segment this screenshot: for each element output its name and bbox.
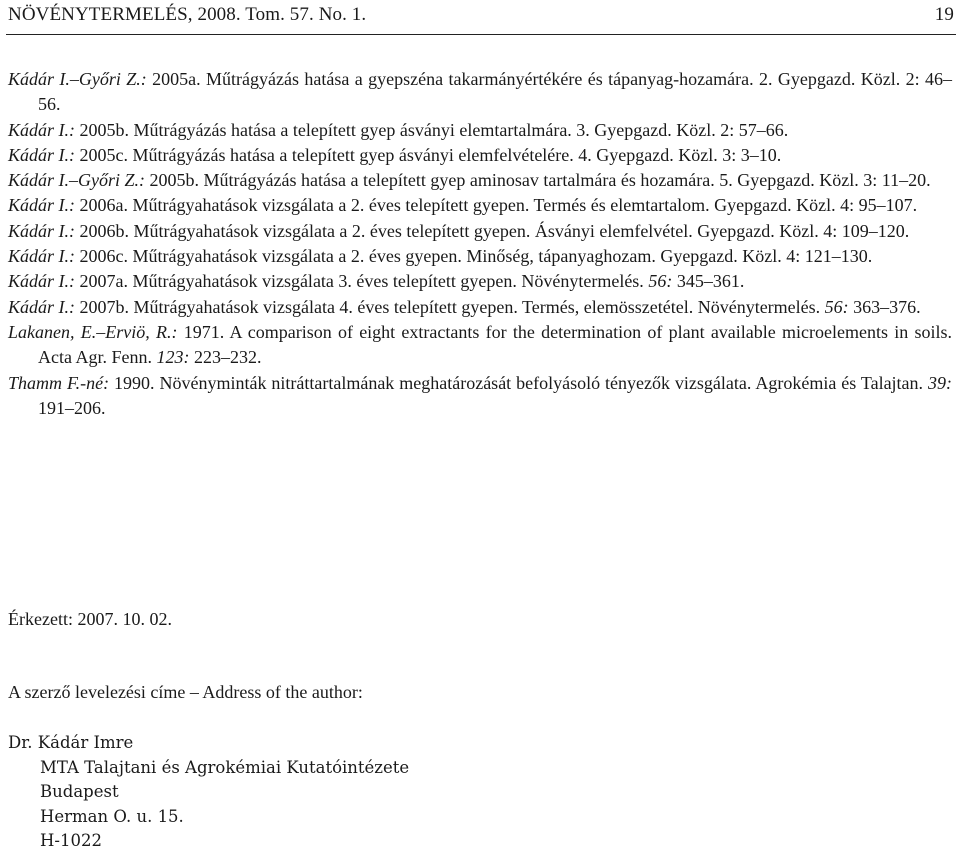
reference-item: [8, 219, 952, 244]
reference-volume: 39:: [927, 372, 952, 393]
reference-authors: Kádár I.:: [8, 119, 75, 140]
reference-text: 2006a. Műtrágyahatások vizsgálata a 2. éves telepített gyepen. Termés és elemtartalom. Gyepgazd. Közl. 4: 95–107.: [75, 195, 918, 216]
reference-authors: Lakanen, E.–Erviö, R.:: [8, 321, 178, 342]
reference-pages: 191–206.: [38, 397, 106, 418]
reference-item: [8, 371, 952, 422]
page-number: 19: [934, 4, 954, 25]
reference-text: 2005b. Műtrágyázás hatása a telepített gyep aminosav tartalmára és hozamára. 5. Gyepgazd. Közl. 3: 11–20.: [145, 170, 931, 191]
reference-item: [8, 67, 952, 118]
reference-text: 2007b. Műtrágyahatások vizsgálata 4. éves telepített gyepen. Termés, elemösszetétel. Növénytermelés.: [75, 296, 825, 317]
reference-authors: Kádár I.:: [8, 271, 75, 292]
reference-pages: 345–361.: [672, 271, 745, 292]
reference-authors: Kádár I.–Győri Z.:: [8, 69, 147, 89]
author-name: Dr. Kádár Imre: [8, 733, 134, 752]
address-institute: MTA Talajtani és Agrokémiai Kutatóintézete: [40, 757, 410, 777]
journal-title: NÖVÉNYTERMELÉS, 2008. Tom. 57. No. 1.: [8, 4, 367, 25]
reference-item: [8, 295, 952, 320]
reference-item: [8, 320, 952, 371]
address-city: Budapest: [40, 782, 119, 802]
running-header: [8, 4, 954, 30]
reference-authors: Thamm F.-né:: [8, 372, 110, 393]
reference-text: 2006c. Műtrágyahatások vizsgálata a 2. éves gyepen. Minőség, tápanyaghozam. Gyepgazd. Közl. 4: 121–130.: [75, 246, 873, 267]
reference-item: [8, 244, 952, 269]
author-address: [8, 731, 409, 854]
reference-pages: 363–376.: [848, 296, 921, 317]
address-heading: A szerző levelezési címe – Address of the author:: [8, 682, 363, 702]
address-street: Herman O. u. 15.: [40, 806, 184, 826]
received-date: Érkezett: 2007. 10. 02.: [8, 609, 172, 629]
reference-item: [8, 168, 952, 193]
reference-text: 1971. A comparison of eight extractants for the determination of plant available microelements in soils. Acta Agr. Fenn.: [38, 321, 952, 368]
reference-volume: 123:: [156, 347, 190, 368]
reference-item: [8, 118, 952, 143]
reference-authors: Kádár I.:: [8, 246, 75, 267]
reference-authors: Kádár I.:: [8, 195, 75, 216]
reference-item: [8, 269, 952, 294]
reference-item: [8, 143, 952, 168]
reference-item: [8, 193, 952, 218]
reference-volume: 56:: [648, 271, 673, 292]
reference-authors: Kádár I.:: [8, 296, 75, 317]
reference-authors: Kádár I.–Győri Z.:: [8, 170, 146, 191]
reference-list: [8, 67, 952, 421]
reference-text: 2005a. Műtrágyázás hatása a gyepszéna takarmányértékére és tápanyag-hozamára. 2. Gyepgazd. Közl. 2: 46–56.: [38, 69, 952, 115]
reference-text: 2005b. Műtrágyázás hatása a telepített gyep ásványi elemtartalmára. 3. Gyepgazd. Közl. 2: 57–66.: [75, 119, 789, 140]
reference-text: 2007a. Műtrágyahatások vizsgálata 3. éves telepített gyepen. Növénytermelés.: [75, 271, 649, 292]
reference-authors: Kádár I.:: [8, 220, 75, 241]
header-rule: [6, 34, 956, 35]
reference-text: 2006b. Műtrágyahatások vizsgálata a 2. éves telepített gyepen. Ásványi elemfelvétel. Gyepgazd. Közl. 4: 109–120.: [75, 220, 910, 241]
address-postcode: H-1022: [40, 831, 102, 851]
reference-volume: 56:: [824, 296, 849, 317]
reference-text: 1990. Növényminták nitráttartalmának meghatározását befolyásoló tényezők vizsgálata. Agrokémia és Talajtan.: [109, 372, 928, 393]
reference-authors: Kádár I.:: [8, 144, 75, 165]
reference-pages: 223–232.: [189, 347, 262, 368]
reference-text: 2005c. Műtrágyázás hatása a telepített gyep ásványi elemfelvételére. 4. Gyepgazd. Közl. 3: 3–10.: [75, 144, 782, 165]
